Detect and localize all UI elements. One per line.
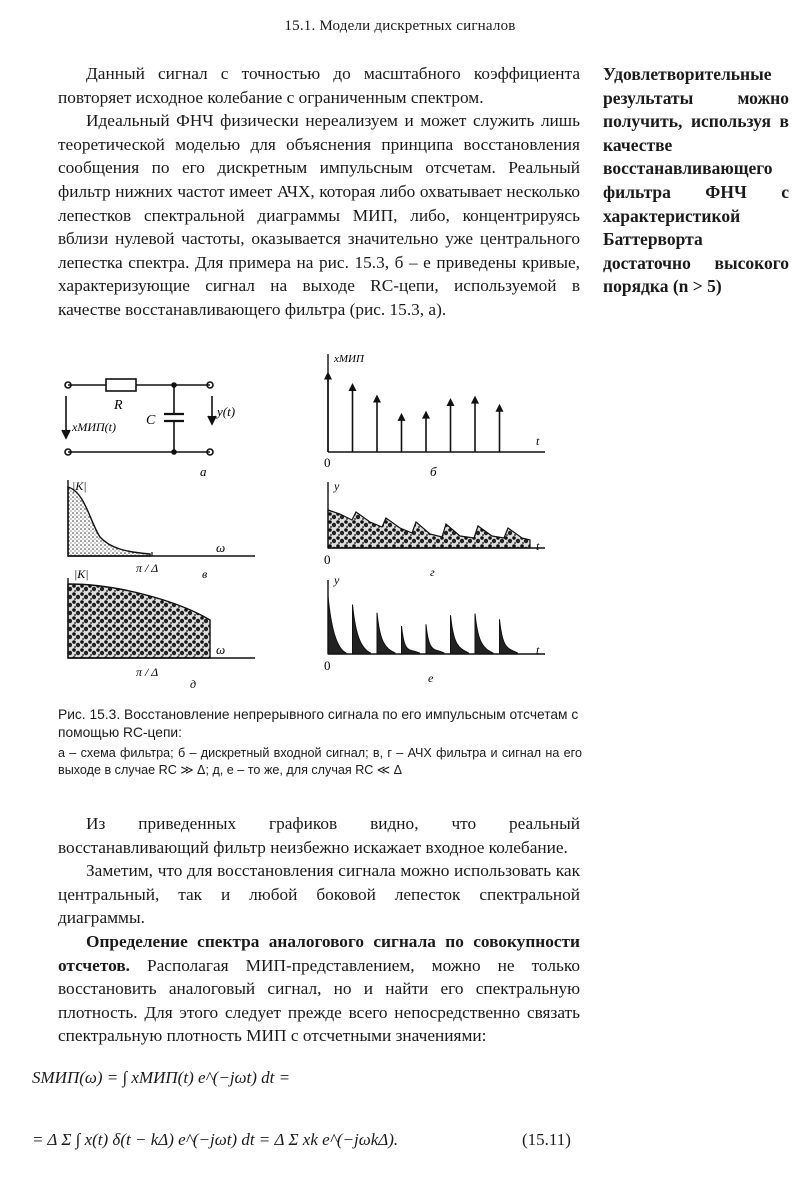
- letter-e: е: [428, 671, 434, 685]
- impulse-arrow-5: [422, 411, 430, 419]
- circuit-output-label: y(t): [217, 404, 236, 419]
- plot-d-xlabel: ω: [216, 642, 226, 657]
- paragraph-5-heading: Определение спектра аналогового сигнала по совокупности отсчетов.: [58, 931, 580, 975]
- decay-pulse-3: [377, 613, 395, 654]
- plot-e-xlabel: t: [536, 643, 540, 657]
- formula-line-2: = Δ Σ ∫ x(t) δ(t − kΔ) e^(−jωt) dt = Δ Σ xk e^(−jωkΔ).: [32, 1130, 399, 1149]
- plot-e: [328, 580, 545, 654]
- letter-b: б: [430, 464, 437, 479]
- plot-g: [328, 482, 545, 548]
- paragraph-4: Заметим, что для восстановления сигнала можно использовать как центральный, так и любой боковой лепесток спектральной диаграммы.: [58, 861, 580, 928]
- letter-a: а: [200, 464, 207, 479]
- plot-g-origin: 0: [324, 552, 331, 567]
- paragraph-5: [58, 930, 580, 1048]
- figure-15-3: [40, 352, 580, 697]
- plot-g-ylabel: y: [334, 479, 340, 493]
- figure-caption: [58, 706, 582, 779]
- letter-v: в: [202, 567, 208, 581]
- paragraph-2: Идеальный ФНЧ физически нереализуем и может служить лишь теоретической моделью для объяснения принципа восстановления сообщения по его дискретным импульсным отсчетам. Реальный фильтр нижних частот имеет АЧХ, которая либо охватывает несколько лепестков спектральной диаграммы МИП, либо, концентрируясь вблизи нулевой частоты, оказывается значительно уже центрального лепестка спектра. Для примера на рис. 15.3, б – е приведены кривые, характеризующие сигнал на выходе RC-цепи, используемой в качестве восстанавливающего фильтра (рис. 15.3, а).: [58, 111, 580, 319]
- decay-pulse-6: [451, 615, 469, 654]
- impulse-arrow-1: [324, 372, 332, 380]
- plot-e-ylabel: y: [334, 573, 340, 587]
- formula-line-1: SМИП(ω) = ∫ xМИП(t) e^(−jωt) dt =: [32, 1068, 291, 1087]
- decay-pulse-4: [402, 626, 420, 654]
- plot-v-ylabel: |K|: [72, 479, 87, 493]
- plot-d: [68, 578, 255, 658]
- decay-pulse-8: [500, 619, 518, 654]
- equation-number: (15.11): [522, 1130, 571, 1149]
- paragraph-1: Данный сигнал с точностью до масштабного коэффициента повторяет исходное колебание с ограниченным спектром.: [58, 64, 580, 107]
- plot-v-xlabel: ω: [216, 540, 226, 555]
- margin-note: Удовлетворительные результаты можно получить, используя в качестве восстанавливающего фильтра ФНЧ с характеристикой Баттерворта достаточно высокого порядка (n > 5): [603, 64, 789, 297]
- caption-title: Рис. 15.3. Восстановление непрерывного сигнала по его импульсным отсчетам с помощью RC-цепи:: [58, 707, 579, 740]
- plot-d-ylabel: |K|: [74, 567, 89, 581]
- plot-g-xlabel: t: [536, 539, 540, 553]
- plot-b-origin: 0: [324, 455, 331, 470]
- decay-pulses: [328, 596, 518, 654]
- decay-pulse-1: [328, 596, 346, 654]
- impulse-arrow-7: [471, 396, 479, 404]
- plot-v: [68, 480, 255, 556]
- letter-d: д: [190, 677, 197, 691]
- decay-pulse-7: [475, 614, 493, 654]
- paragraph-5-text: Располагая МИП-представлением, можно не только восстановить аналоговый сигнал, но и найти его спектральную плотность. Для этого следует прежде всего непосредственно связать спектральную плотность МИП с отсчетными значениями:: [58, 955, 580, 1046]
- impulse-arrow-8: [496, 404, 504, 412]
- circuit-input-label: xМИП(t): [72, 420, 116, 434]
- letter-g: г: [430, 565, 435, 579]
- paragraph-3: Из приведенных графиков видно, что реальный восстанавливающий фильтр неизбежно искажает входное колебание.: [58, 814, 580, 857]
- plot-e-origin: 0: [324, 658, 331, 673]
- resistor-label: R: [114, 398, 123, 413]
- caption-legend: а – схема фильтра; б – дискретный входной сигнал; в, г – АЧХ фильтра и сигнал на его выходе в случае RC ≫ Δ; д, е – то же, для случая RC ≪ Δ: [58, 746, 582, 777]
- decay-pulse-2: [353, 605, 371, 655]
- impulse-series: [324, 372, 504, 453]
- decay-pulse-5: [426, 624, 444, 654]
- impulse-arrow-4: [398, 413, 406, 421]
- plot-b-xlabel: t: [536, 434, 540, 448]
- plot-b: [324, 354, 545, 452]
- plot-v-tick: π / Δ: [136, 561, 159, 575]
- capacitor-label: C: [146, 413, 156, 428]
- impulse-arrow-3: [373, 395, 381, 403]
- body-text-top: [58, 62, 580, 322]
- circuit-diagram: [62, 379, 216, 455]
- plot-b-ylabel: xМИП: [334, 353, 364, 365]
- body-text-bottom: [58, 812, 580, 1048]
- running-header: 15.1. Модели дискретных сигналов: [284, 18, 516, 34]
- impulse-arrow-6: [447, 398, 455, 406]
- impulse-arrow-2: [349, 383, 357, 391]
- plot-d-tick: π / Δ: [136, 665, 159, 679]
